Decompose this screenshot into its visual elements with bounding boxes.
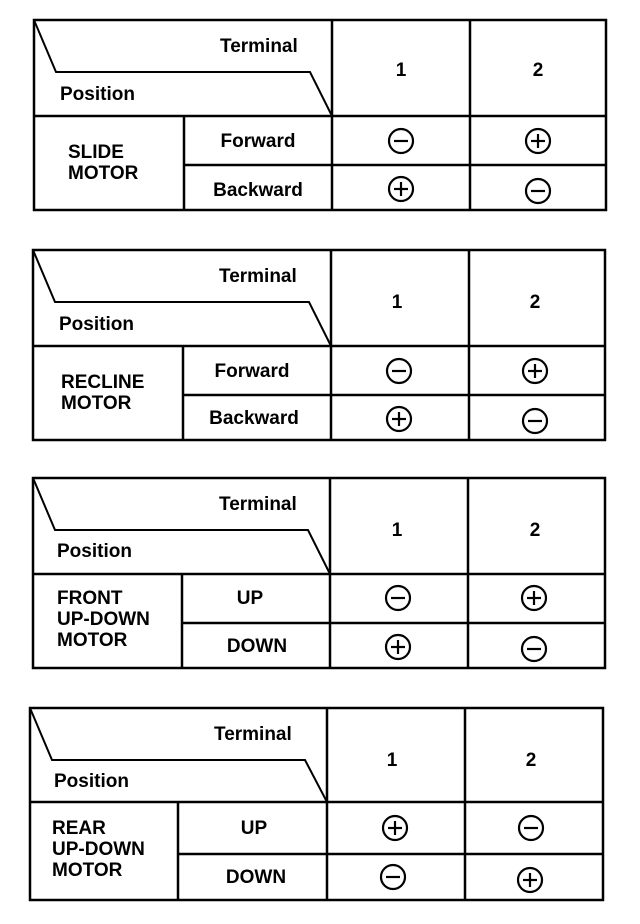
header-position: Position [54,771,129,792]
motor-label: FRONT UP-DOWN MOTOR [57,588,150,651]
column-terminal-2: 2 [525,750,537,771]
minus-icon [384,584,412,612]
front-up-down-motor-table [33,478,605,668]
minus-icon [385,357,413,385]
header-position: Position [59,314,134,335]
motor-label: REAR UP-DOWN MOTOR [52,818,145,881]
motor-label: RECLINE MOTOR [61,372,145,414]
plus-icon [387,175,415,203]
plus-icon [524,127,552,155]
rear-up-down-motor-table [30,708,603,900]
column-terminal-1: 1 [391,292,403,313]
minus-icon [387,127,415,155]
row-label-down: DOWN [225,867,287,888]
row-label-up: UP [240,818,268,839]
recline-motor-table [33,250,605,440]
header-position: Position [60,84,135,105]
minus-icon [521,407,549,435]
row-label-backward: Backward [209,408,299,429]
column-terminal-2: 2 [529,292,541,313]
row-label-backward: Backward [213,180,303,201]
column-terminal-2: 2 [532,60,544,81]
plus-icon [384,633,412,661]
column-terminal-1: 1 [386,750,398,771]
row-label-down: DOWN [226,636,288,657]
minus-icon [517,814,545,842]
plus-icon [385,405,413,433]
slide-motor-table [34,20,606,210]
column-terminal-2: 2 [529,520,541,541]
plus-icon [520,584,548,612]
plus-icon [516,866,544,894]
minus-icon [379,863,407,891]
row-label-up: UP [236,588,264,609]
row-label-forward: Forward [220,131,296,152]
minus-icon [524,177,552,205]
header-terminal: Terminal [219,494,297,515]
header-terminal: Terminal [220,36,298,57]
minus-icon [520,635,548,663]
plus-icon [521,357,549,385]
plus-icon [381,814,409,842]
header-position: Position [57,541,132,562]
row-label-forward: Forward [214,361,290,382]
header-terminal: Terminal [214,724,292,745]
motor-label: SLIDE MOTOR [68,142,139,184]
column-terminal-1: 1 [395,60,407,81]
column-terminal-1: 1 [391,520,403,541]
header-terminal: Terminal [219,266,297,287]
